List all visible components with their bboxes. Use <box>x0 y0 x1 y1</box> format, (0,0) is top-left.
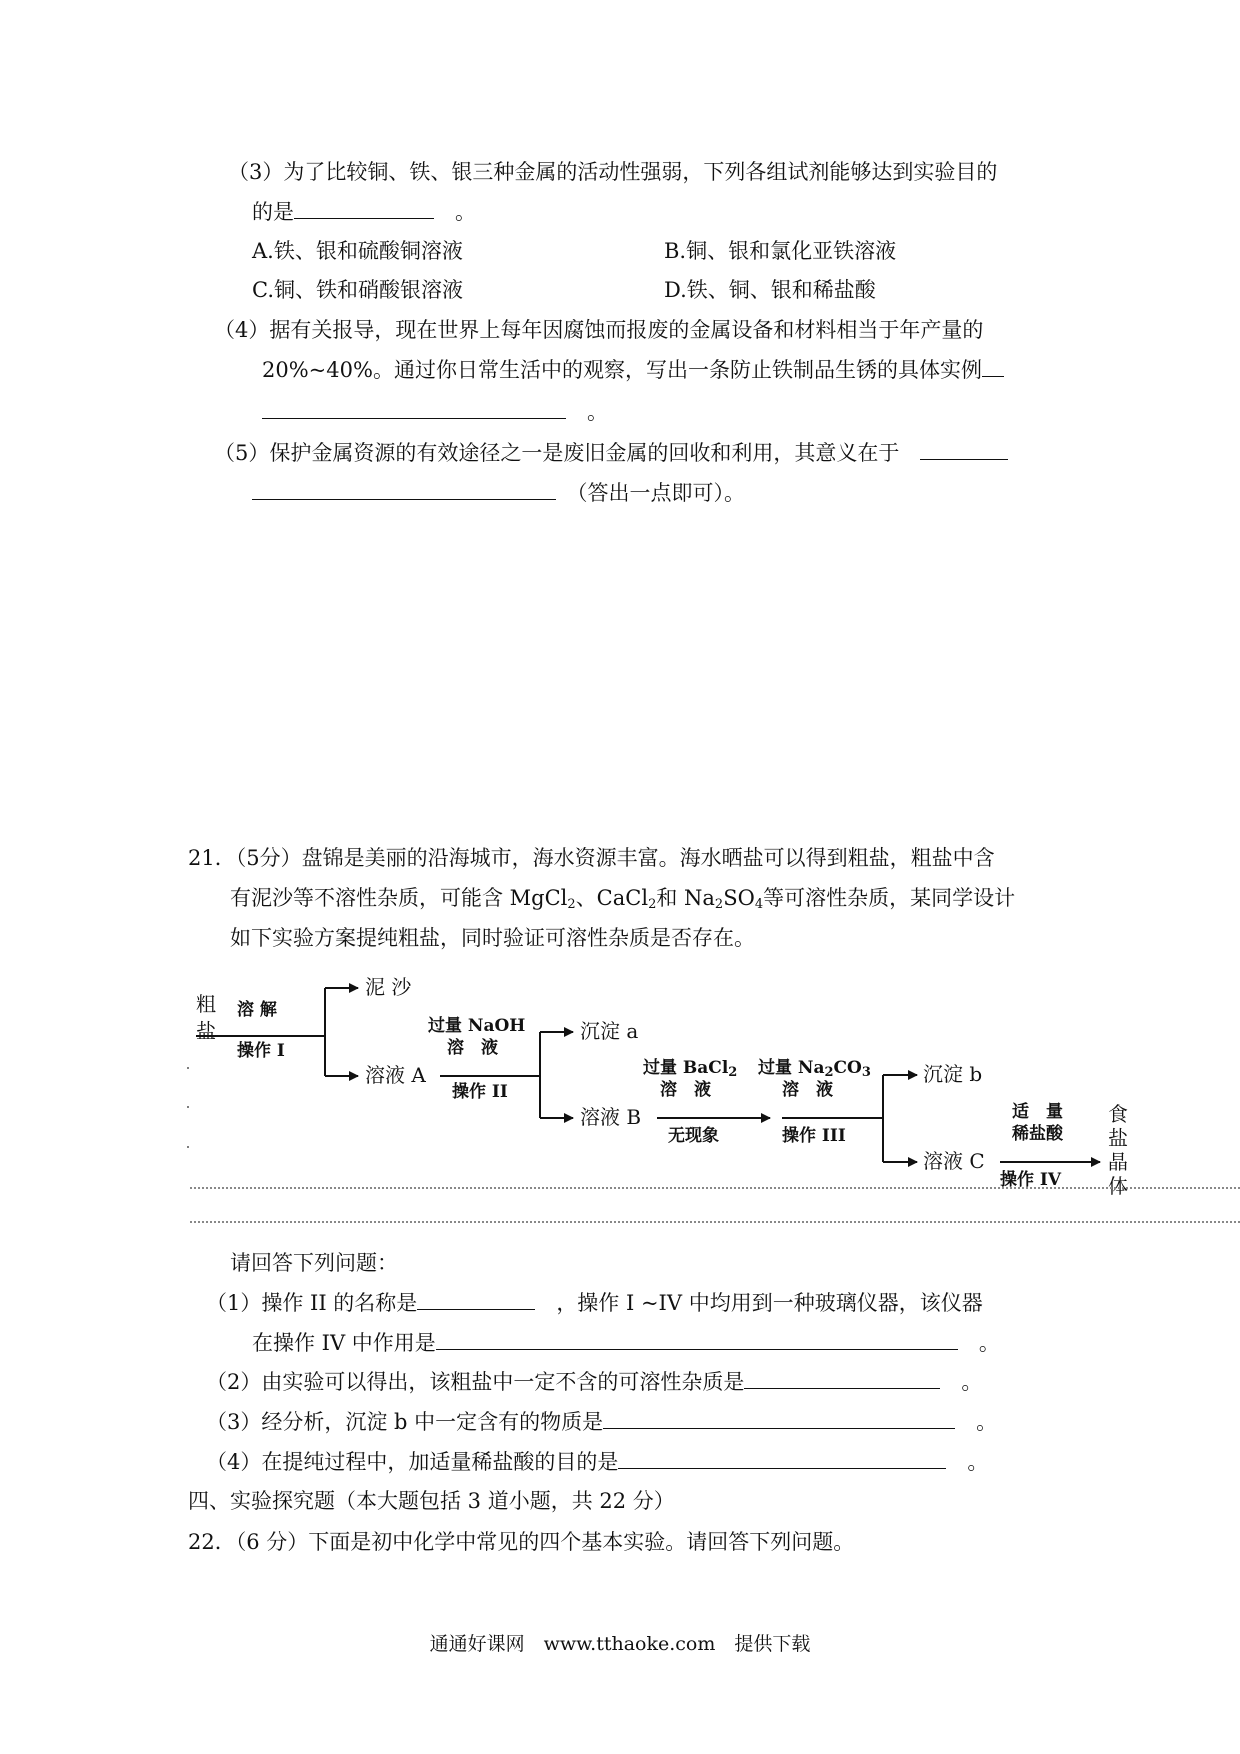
subscript: 2 <box>567 897 576 912</box>
option-a: A.铁、银和硫酸铜溶液 <box>252 239 463 263</box>
label-operation-4: 操作 IV <box>1000 1170 1062 1190</box>
section-4-heading: 四、实验探究题（本大题包括 3 道小题，共 22 分） <box>188 1489 675 1513</box>
label-na2co3-solution: 溶 液 <box>782 1080 833 1100</box>
q20-part5-text: （5）保护金属资源的有效途径之一是废旧金属的回收和利用，其意义在于 <box>214 441 900 465</box>
text-run: ，操作 I ~IV 中均用到一种玻璃仪器，该仪器 <box>556 1291 983 1315</box>
label-bacl2-solution: 溶 液 <box>660 1080 711 1100</box>
subscript: 2 <box>714 897 724 912</box>
q22-intro: 22．（6 分）下面是初中化学中常见的四个基本实验。请回答下列问题。 <box>188 1530 855 1554</box>
text-run: 有泥沙等不溶性杂质，可能含 MgCl <box>230 886 568 910</box>
answer-blank[interactable] <box>744 1387 940 1389</box>
label-solution-c: 溶液 C <box>923 1149 985 1173</box>
q21-answer-3 <box>206 1410 997 1435</box>
q20-part3-line1: （3）为了比较铜、铁、银三种金属的活动性强弱，下列各组试剂能够达到实验目的 <box>228 160 998 184</box>
subscript: 2 <box>648 897 657 912</box>
answer-blank[interactable] <box>436 1348 958 1350</box>
text-run: SO <box>723 886 755 910</box>
subscript: 2 <box>728 1065 738 1080</box>
q21-answer-1-line1 <box>206 1291 983 1316</box>
label-no-phenomenon: 无现象 <box>668 1126 719 1146</box>
label-hcl-amount: 适 量 <box>1012 1102 1063 1122</box>
text-run: 。 <box>978 1331 1000 1355</box>
label-naoh: 过量 NaOH <box>428 1016 526 1036</box>
text-run: （4）在提纯过程中，加适量稀盐酸的目的是 <box>206 1450 619 1474</box>
label-salt-crystal-2: 盐 <box>1108 1126 1128 1150</box>
answer-blank[interactable] <box>417 1308 535 1310</box>
text-run: 和 Na <box>656 886 715 910</box>
label-operation-2: 操作 II <box>452 1082 508 1102</box>
q21-answer-4 <box>206 1450 988 1475</box>
text-run: CO <box>833 1058 862 1078</box>
text-run: 、CaCl <box>575 886 649 910</box>
label-salt-crystal-3: 晶 <box>1108 1150 1128 1174</box>
label-precipitate-a: 沉淀 a <box>580 1019 639 1043</box>
label-bacl2 <box>643 1058 738 1080</box>
page-footer: 通通好课网 www.tthaoke.com 提供下载 <box>429 1633 811 1655</box>
label-precipitate-b: 沉淀 b <box>923 1062 983 1086</box>
text-run: （3）经分析，沉淀 b 中一定含有的物质是 <box>206 1410 604 1434</box>
q20-part3-suffix: 。 <box>455 200 476 224</box>
label-salt-crystal-1: 食 <box>1108 1102 1128 1126</box>
option-d: D.铁、铜、银和稀盐酸 <box>664 278 876 302</box>
label-crude-salt-top: 粗 <box>196 992 216 1016</box>
dotted-separator <box>190 1221 1240 1223</box>
option-b: B.铜、银和氯化亚铁溶液 <box>664 239 897 263</box>
option-c: C.铜、铁和硝酸银溶液 <box>252 278 463 302</box>
q20-part4-suffix: 。 <box>587 400 608 424</box>
subscript: 2 <box>824 1065 834 1080</box>
subscript: 3 <box>861 1065 871 1080</box>
q20-part4-text: 20%~40%。通过你日常生活中的观察，写出一条防止铁制品生锈的具体实例 <box>262 358 982 382</box>
stray-mark <box>187 1146 189 1148</box>
text-run: 。 <box>961 1370 983 1394</box>
label-operation-1: 操作 I <box>237 1041 285 1061</box>
text-run: （1）操作 II 的名称是 <box>206 1291 418 1315</box>
label-na2co3 <box>758 1058 871 1080</box>
text-run: 过量 BaCl <box>643 1058 729 1078</box>
label-naoh-solution: 溶 液 <box>447 1038 498 1058</box>
answer-blank[interactable] <box>603 1427 955 1429</box>
answer-blank[interactable] <box>618 1467 946 1469</box>
label-mud: 泥 沙 <box>365 975 412 999</box>
text-run: 。 <box>976 1410 998 1434</box>
subscript: 4 <box>754 897 764 912</box>
text-run: （2）由实验可以得出，该粗盐中一定不含的可溶性杂质是 <box>206 1370 745 1394</box>
label-salt-crystal-4: 体 <box>1108 1174 1128 1198</box>
label-dissolve: 溶 解 <box>237 1000 277 1020</box>
text-run: 。 <box>967 1450 989 1474</box>
text-run: 过量 Na <box>758 1058 825 1078</box>
q20-part3-prefix: 的是 <box>252 200 294 224</box>
stray-mark <box>187 1067 189 1069</box>
stray-mark <box>187 1106 189 1108</box>
q21-line3: 如下实验方案提纯粗盐，同时验证可溶性杂质是否存在。 <box>230 926 755 950</box>
q21-answer-2 <box>206 1370 982 1395</box>
label-dilute-hcl: 稀盐酸 <box>1012 1124 1063 1144</box>
label-crude-salt-bottom: 盐 <box>196 1019 216 1043</box>
dotted-separator <box>190 1187 1240 1189</box>
text-run: 等可溶性杂质，某同学设计 <box>763 886 1016 910</box>
label-operation-3: 操作 III <box>782 1126 846 1146</box>
q20-part4-line1: （4）据有关报导，现在世界上每年因腐蚀而报废的金属设备和材料相当于年产量的 <box>214 318 984 342</box>
label-solution-a: 溶液 A <box>365 1063 426 1087</box>
q21-line1: 21．（5分）盘锦是美丽的沿海城市，海水资源丰富。海水晒盐可以得到粗盐，粗盐中含 <box>188 846 995 870</box>
q20-part5-suffix: （答出一点即可）。 <box>577 481 745 505</box>
label-solution-b: 溶液 B <box>580 1105 642 1129</box>
text-run: 在操作 IV 中作用是 <box>252 1331 436 1355</box>
q21-answer-1-line2 <box>252 1331 1000 1356</box>
q21-prompt: 请回答下列问题： <box>230 1251 398 1275</box>
